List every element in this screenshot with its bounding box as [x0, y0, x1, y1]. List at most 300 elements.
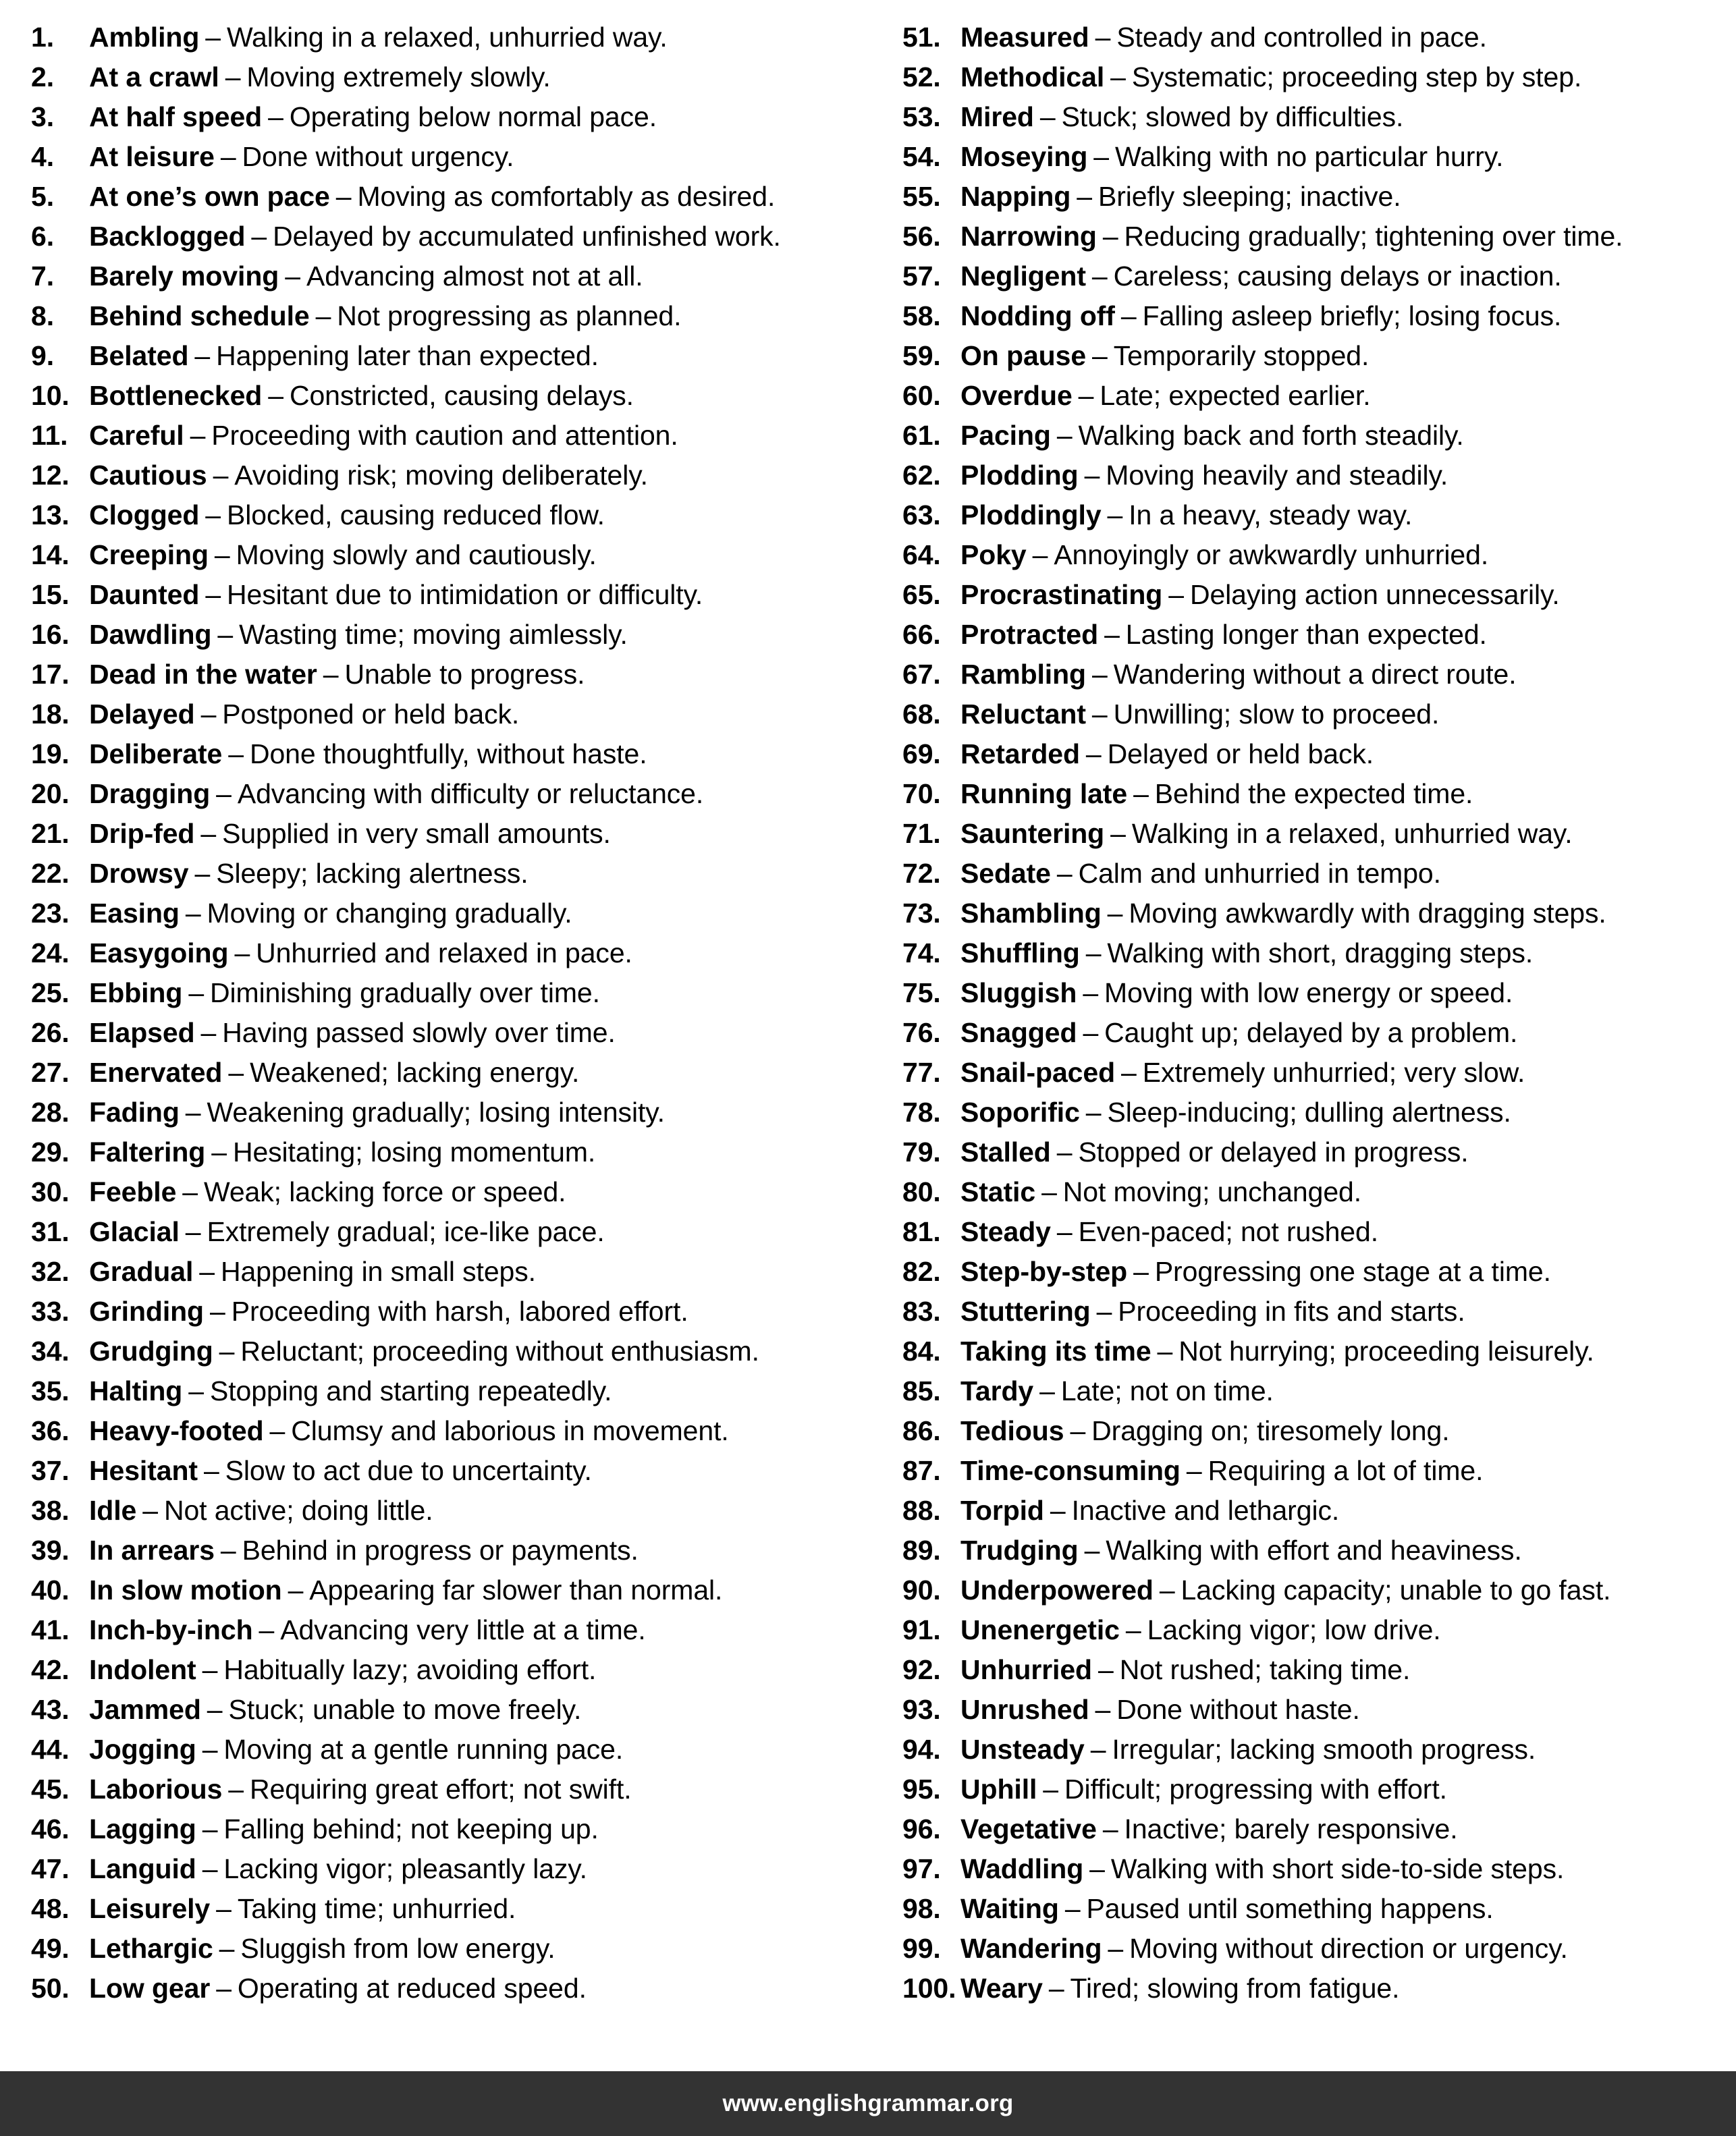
- list-item-number: 73.: [902, 898, 941, 929]
- list-item-term: Gradual: [89, 1256, 194, 1287]
- list-item-number: 46.: [31, 1813, 70, 1844]
- list-item-number: 81.: [902, 1216, 941, 1247]
- list-item-number: 51.: [902, 22, 941, 53]
- list-item: [902, 1451, 1712, 1491]
- list-item-definition: Diminishing gradually over time.: [210, 977, 600, 1008]
- site-url-label: www.englishgrammar.org: [722, 2090, 1014, 2116]
- list-item: [31, 1730, 888, 1770]
- term-definition-separator: –: [1048, 1973, 1064, 2004]
- term-definition-separator: –: [1032, 539, 1048, 570]
- term-definition-separator: –: [219, 1336, 235, 1367]
- term-definition-separator: –: [1104, 619, 1120, 650]
- list-item-number: 9.: [31, 340, 54, 371]
- list-item-term: Sauntering: [960, 818, 1105, 849]
- list-item-definition: Late; expected earlier.: [1100, 380, 1371, 411]
- list-item: [31, 1690, 888, 1730]
- list-item: [902, 933, 1712, 973]
- list-item: [902, 575, 1712, 615]
- list-item-definition: Habitually lazy; avoiding effort.: [223, 1654, 597, 1685]
- list-item: [902, 296, 1712, 336]
- list-item: [31, 1172, 888, 1212]
- list-item: [902, 1292, 1712, 1332]
- list-item-definition: Dragging on; tiresomely long.: [1091, 1415, 1450, 1446]
- list-item: [31, 973, 888, 1013]
- list-item-number: 6.: [31, 221, 54, 252]
- list-item-number: 67.: [902, 659, 941, 690]
- list-item-definition: Walking back and forth steadily.: [1078, 420, 1464, 451]
- term-definition-separator: –: [225, 61, 241, 92]
- list-item-number: 12.: [31, 460, 70, 491]
- list-item-term: Snagged: [960, 1017, 1077, 1048]
- list-item: [902, 1849, 1712, 1889]
- list-item-definition: Tired; slowing from fatigue.: [1070, 1973, 1400, 2004]
- term-definition-separator: –: [205, 499, 221, 530]
- list-item-number: 82.: [902, 1256, 941, 1287]
- list-item-term: Low gear: [89, 1973, 211, 2004]
- term-definition-separator: –: [1095, 22, 1111, 53]
- list-item-definition: Weak; lacking force or speed.: [204, 1176, 566, 1207]
- list-item-number: 95.: [902, 1774, 941, 1805]
- list-item: [902, 57, 1712, 97]
- list-item-number: 45.: [31, 1774, 70, 1805]
- list-item-definition: Sleepy; lacking alertness.: [216, 858, 528, 889]
- list-item-term: Mired: [960, 101, 1034, 132]
- list-item-number: 53.: [902, 101, 941, 132]
- list-item-number: 86.: [902, 1415, 941, 1446]
- term-definition-separator: –: [194, 340, 211, 371]
- term-definition-separator: –: [1098, 1654, 1114, 1685]
- list-item: [902, 1212, 1712, 1252]
- list-item: [902, 18, 1712, 57]
- term-definition-separator: –: [202, 1813, 218, 1844]
- list-item: [902, 774, 1712, 814]
- list-item: [31, 57, 888, 97]
- term-definition-separator: –: [228, 1057, 244, 1088]
- list-item: [902, 1969, 1712, 2008]
- list-item-term: Ambling: [89, 22, 200, 53]
- term-definition-separator: –: [1107, 898, 1123, 929]
- list-item-definition: Walking in a relaxed, unhurried way.: [226, 22, 668, 53]
- list-item-number: 92.: [902, 1654, 941, 1685]
- term-definition-separator: –: [214, 539, 230, 570]
- list-item-number: 7.: [31, 261, 54, 292]
- list-item: [31, 336, 888, 376]
- term-definition-separator: –: [269, 1415, 286, 1446]
- list-item-term: Cautious: [89, 460, 207, 491]
- list-item-definition: Supplied in very small amounts.: [222, 818, 611, 849]
- list-item: [902, 256, 1712, 296]
- term-definition-separator: –: [288, 1574, 304, 1606]
- list-item: [31, 1332, 888, 1371]
- list-item: [31, 256, 888, 296]
- list-item-term: Faltering: [89, 1137, 206, 1168]
- list-item: [902, 1053, 1712, 1093]
- list-item-number: 91.: [902, 1614, 941, 1645]
- term-definition-separator: –: [259, 1614, 275, 1645]
- list-item-term: Grinding: [89, 1296, 205, 1327]
- list-item-definition: Proceeding with caution and attention.: [211, 420, 678, 451]
- list-item-definition: Sluggish from low energy.: [240, 1933, 555, 1964]
- list-item: [31, 416, 888, 456]
- list-item-number: 85.: [902, 1375, 941, 1406]
- list-item: [31, 575, 888, 615]
- term-definition-separator: –: [1110, 818, 1126, 849]
- word-list-left: [31, 18, 888, 2008]
- term-definition-separator: –: [205, 22, 221, 53]
- term-definition-separator: –: [1056, 1137, 1073, 1168]
- list-item-number: 1.: [31, 22, 54, 53]
- list-item: [31, 18, 888, 57]
- list-item-number: 27.: [31, 1057, 70, 1088]
- term-definition-separator: –: [1107, 499, 1123, 530]
- list-item-number: 35.: [31, 1375, 70, 1406]
- term-definition-separator: –: [200, 699, 217, 730]
- list-item-definition: Unwilling; slow to proceed.: [1113, 699, 1440, 730]
- list-item-definition: Caught up; delayed by a problem.: [1104, 1017, 1518, 1048]
- list-item-definition: Late; not on time.: [1060, 1375, 1274, 1406]
- term-definition-separator: –: [188, 977, 205, 1008]
- list-item: [902, 1332, 1712, 1371]
- term-definition-separator: –: [216, 778, 232, 809]
- term-definition-separator: –: [142, 1495, 158, 1526]
- list-item-number: 10.: [31, 380, 70, 411]
- list-item-definition: Requiring a lot of time.: [1208, 1455, 1484, 1486]
- list-item: [902, 336, 1712, 376]
- term-definition-separator: –: [228, 738, 244, 769]
- list-item-number: 74.: [902, 937, 941, 968]
- list-item-number: 3.: [31, 101, 54, 132]
- list-item-number: 66.: [902, 619, 941, 650]
- list-item-definition: Slow to act due to uncertainty.: [225, 1455, 592, 1486]
- list-item-number: 96.: [902, 1813, 941, 1844]
- list-item: [902, 416, 1712, 456]
- term-definition-separator: –: [1078, 380, 1094, 411]
- list-item-definition: Blocked, causing reduced flow.: [226, 499, 605, 530]
- list-item-number: 97.: [902, 1853, 941, 1884]
- list-item-definition: Sleep-inducing; dulling alertness.: [1107, 1097, 1511, 1128]
- term-definition-separator: –: [182, 1176, 198, 1207]
- list-item-number: 24.: [31, 937, 70, 968]
- list-item-number: 20.: [31, 778, 70, 809]
- list-item-term: Enervated: [89, 1057, 223, 1088]
- list-item-number: 33.: [31, 1296, 70, 1327]
- list-item-number: 94.: [902, 1734, 941, 1765]
- list-item: [902, 456, 1712, 495]
- list-item-term: Jogging: [89, 1734, 196, 1765]
- term-definition-separator: –: [1120, 300, 1137, 331]
- term-definition-separator: –: [1096, 1296, 1112, 1327]
- term-definition-separator: –: [315, 300, 331, 331]
- list-item-term: Plodding: [960, 460, 1079, 491]
- list-item-term: Protracted: [960, 619, 1099, 650]
- list-item: [31, 1292, 888, 1332]
- list-item-term: Vegetative: [960, 1813, 1097, 1844]
- list-item-number: 79.: [902, 1137, 941, 1168]
- word-list-column-left: [20, 18, 888, 2071]
- list-item-number: 48.: [31, 1893, 70, 1924]
- list-item-term: Daunted: [89, 579, 200, 610]
- term-definition-separator: –: [1121, 1057, 1137, 1088]
- list-item-definition: Unable to progress.: [344, 659, 585, 690]
- term-definition-separator: –: [1041, 1176, 1057, 1207]
- list-item-number: 30.: [31, 1176, 70, 1207]
- list-item-definition: Behind the expected time.: [1154, 778, 1473, 809]
- list-item-number: 41.: [31, 1614, 70, 1645]
- list-item-number: 25.: [31, 977, 70, 1008]
- list-item-number: 29.: [31, 1137, 70, 1168]
- list-item-definition: Moving or changing gradually.: [207, 898, 572, 929]
- term-definition-separator: –: [1056, 858, 1073, 889]
- term-definition-separator: –: [205, 579, 221, 610]
- list-item-term: Static: [960, 1176, 1036, 1207]
- term-definition-separator: –: [1089, 1853, 1105, 1884]
- list-item-number: 8.: [31, 300, 54, 331]
- term-definition-separator: –: [1039, 101, 1056, 132]
- list-item: [902, 376, 1712, 416]
- list-item-number: 62.: [902, 460, 941, 491]
- list-item: [31, 495, 888, 535]
- list-item: [31, 376, 888, 416]
- term-definition-separator: –: [1091, 699, 1108, 730]
- list-item-term: Behind schedule: [89, 300, 310, 331]
- list-item-term: Idle: [89, 1495, 137, 1526]
- list-item: [31, 456, 888, 495]
- list-item-definition: Stopped or delayed in progress.: [1078, 1137, 1469, 1168]
- list-item: [31, 1809, 888, 1849]
- list-item: [31, 1252, 888, 1292]
- term-definition-separator: –: [1157, 1336, 1173, 1367]
- list-item-number: 76.: [902, 1017, 941, 1048]
- list-item-term: Sluggish: [960, 977, 1077, 1008]
- term-definition-separator: –: [1186, 1455, 1202, 1486]
- list-item-term: Unenergetic: [960, 1614, 1120, 1645]
- list-item-term: Hesitant: [89, 1455, 198, 1486]
- list-item-definition: Advancing with difficulty or reluctance.: [237, 778, 704, 809]
- list-item-term: Creeping: [89, 539, 209, 570]
- list-item-term: Soporific: [960, 1097, 1080, 1128]
- list-item: [902, 1690, 1712, 1730]
- term-definition-separator: –: [1125, 1614, 1141, 1645]
- list-item-definition: Done without urgency.: [242, 141, 514, 172]
- list-item-definition: Walking with no particular hurry.: [1115, 141, 1504, 172]
- term-definition-separator: –: [190, 420, 206, 451]
- list-item: [902, 1411, 1712, 1451]
- list-item-number: 21.: [31, 818, 70, 849]
- term-definition-separator: –: [202, 1853, 218, 1884]
- term-definition-separator: –: [1133, 1256, 1149, 1287]
- list-item-definition: Proceeding with harsh, labored effort.: [231, 1296, 688, 1327]
- list-item: [31, 1093, 888, 1132]
- list-item-term: Unsteady: [960, 1734, 1085, 1765]
- list-item-definition: Advancing almost not at all.: [306, 261, 643, 292]
- list-item-term: Shuffling: [960, 937, 1080, 968]
- list-item-number: 88.: [902, 1495, 941, 1526]
- list-item-definition: Advancing very little at a time.: [280, 1614, 646, 1645]
- list-item-number: 52.: [902, 61, 941, 92]
- list-item-term: Pacing: [960, 420, 1051, 451]
- list-item-definition: Stopping and starting repeatedly.: [209, 1375, 612, 1406]
- term-definition-separator: –: [1168, 579, 1184, 610]
- list-item-term: Barely moving: [89, 261, 279, 292]
- list-item-definition: Reluctant; proceeding without enthusiasm.: [240, 1336, 759, 1367]
- list-item-definition: Irregular; lacking smooth progress.: [1112, 1734, 1536, 1765]
- list-item-number: 43.: [31, 1694, 70, 1725]
- list-item-term: Elapsed: [89, 1017, 195, 1048]
- list-item-definition: Systematic; proceeding step by step.: [1131, 61, 1582, 92]
- list-item-term: Trudging: [960, 1535, 1079, 1566]
- list-item-definition: Moving as comfortably as desired.: [357, 181, 776, 212]
- list-item: [902, 1809, 1712, 1849]
- list-item: [902, 655, 1712, 694]
- list-item: [902, 973, 1712, 1013]
- list-item-definition: Extremely unhurried; very slow.: [1142, 1057, 1525, 1088]
- term-definition-separator: –: [234, 937, 250, 968]
- list-item-definition: Stuck; unable to move freely.: [228, 1694, 582, 1725]
- list-item-definition: Constricted, causing delays.: [289, 380, 634, 411]
- list-item-number: 58.: [902, 300, 941, 331]
- list-item-term: Dawdling: [89, 619, 212, 650]
- list-item: [31, 933, 888, 973]
- list-item-term: Lethargic: [89, 1933, 213, 1964]
- list-item-definition: Weakening gradually; losing intensity.: [207, 1097, 665, 1128]
- list-item-definition: Appearing far slower than normal.: [309, 1574, 723, 1606]
- term-definition-separator: –: [1085, 1097, 1102, 1128]
- list-item-number: 77.: [902, 1057, 941, 1088]
- list-item: [31, 177, 888, 217]
- list-item: [902, 535, 1712, 575]
- term-definition-separator: –: [1083, 977, 1099, 1008]
- list-item-term: Shambling: [960, 898, 1102, 929]
- list-item: [31, 1770, 888, 1809]
- list-item-term: Heavy-footed: [89, 1415, 264, 1446]
- list-item: [902, 1013, 1712, 1053]
- list-item-definition: Briefly sleeping; inactive.: [1097, 181, 1401, 212]
- list-item-definition: Lacking vigor; low drive.: [1147, 1614, 1441, 1645]
- list-item-term: Sedate: [960, 858, 1051, 889]
- term-definition-separator: –: [194, 858, 211, 889]
- list-item-definition: Moving with low energy or speed.: [1104, 977, 1513, 1008]
- list-item: [902, 1730, 1712, 1770]
- list-item-definition: Inactive; barely responsive.: [1124, 1813, 1458, 1844]
- list-item-number: 15.: [31, 579, 70, 610]
- list-item-number: 42.: [31, 1654, 70, 1685]
- list-item-number: 49.: [31, 1933, 70, 1964]
- term-definition-separator: –: [188, 1375, 204, 1406]
- list-item-number: 87.: [902, 1455, 941, 1486]
- list-item-term: Halting: [89, 1375, 183, 1406]
- list-item-term: At half speed: [89, 101, 263, 132]
- term-definition-separator: –: [1056, 420, 1073, 451]
- list-item-term: Running late: [960, 778, 1128, 809]
- list-item-number: 63.: [902, 499, 941, 530]
- list-item-definition: Avoiding risk; moving deliberately.: [234, 460, 648, 491]
- list-item-definition: Not moving; unchanged.: [1062, 1176, 1362, 1207]
- list-item-number: 17.: [31, 659, 70, 690]
- list-item-term: Laborious: [89, 1774, 223, 1805]
- list-item-term: Fading: [89, 1097, 180, 1128]
- list-item: [31, 97, 888, 137]
- list-item-term: Snail-paced: [960, 1057, 1116, 1088]
- list-item-definition: Walking with short side-to-side steps.: [1110, 1853, 1565, 1884]
- term-definition-separator: –: [200, 1017, 217, 1048]
- list-item-definition: Falling asleep briefly; losing focus.: [1142, 300, 1562, 331]
- list-item-term: Step-by-step: [960, 1256, 1128, 1287]
- list-item: [31, 1451, 888, 1491]
- site-footer-bar: [0, 2071, 1736, 2136]
- list-item-term: Easing: [89, 898, 180, 929]
- list-item-definition: Even-paced; not rushed.: [1078, 1216, 1378, 1247]
- term-definition-separator: –: [185, 1097, 201, 1128]
- list-item-term: Inch-by-inch: [89, 1614, 253, 1645]
- list-item-number: 32.: [31, 1256, 70, 1287]
- list-item: [902, 1252, 1712, 1292]
- list-item-number: 61.: [902, 420, 941, 451]
- term-definition-separator: –: [1056, 1216, 1073, 1247]
- list-item-definition: Unhurried and relaxed in pace.: [256, 937, 632, 968]
- list-item: [31, 1212, 888, 1252]
- list-item-number: 89.: [902, 1535, 941, 1566]
- term-definition-separator: –: [1050, 1495, 1066, 1526]
- term-definition-separator: –: [285, 261, 300, 292]
- list-item: [902, 1371, 1712, 1411]
- list-item-term: Ploddingly: [960, 499, 1102, 530]
- term-definition-separator: –: [202, 1734, 218, 1765]
- list-item: [31, 774, 888, 814]
- list-item-definition: Proceeding in fits and starts.: [1118, 1296, 1465, 1327]
- list-item-term: Drip-fed: [89, 818, 195, 849]
- term-definition-separator: –: [323, 659, 339, 690]
- term-definition-separator: –: [1084, 1535, 1100, 1566]
- term-definition-separator: –: [1102, 221, 1118, 252]
- list-item-definition: Done thoughtfully, without haste.: [249, 738, 647, 769]
- list-item-definition: Reducing gradually; tightening over time.: [1124, 221, 1623, 252]
- list-item-term: Rambling: [960, 659, 1086, 690]
- list-item-number: 28.: [31, 1097, 70, 1128]
- term-definition-separator: –: [220, 141, 236, 172]
- list-item: [31, 854, 888, 894]
- list-item-number: 99.: [902, 1933, 941, 1964]
- list-item-term: Tedious: [960, 1415, 1064, 1446]
- list-item-term: Grudging: [89, 1336, 213, 1367]
- list-item-term: Clogged: [89, 499, 200, 530]
- list-item-definition: Not hurrying; proceeding leisurely.: [1178, 1336, 1594, 1367]
- term-definition-separator: –: [1102, 1813, 1118, 1844]
- list-item-term: Lagging: [89, 1813, 196, 1844]
- list-item-definition: Postponed or held back.: [222, 699, 520, 730]
- list-item-term: Overdue: [960, 380, 1073, 411]
- list-item-definition: Operating below normal pace.: [289, 101, 657, 132]
- list-item-definition: Walking with effort and heaviness.: [1106, 1535, 1522, 1566]
- list-item-term: Easygoing: [89, 937, 229, 968]
- list-item-term: Stuttering: [960, 1296, 1091, 1327]
- list-item: [902, 734, 1712, 774]
- word-list-column-right: [888, 18, 1712, 2071]
- term-definition-separator: –: [216, 1893, 232, 1924]
- list-item-definition: Calm and unhurried in tempo.: [1078, 858, 1441, 889]
- list-item-term: Procrastinating: [960, 579, 1163, 610]
- list-item-number: 84.: [902, 1336, 941, 1367]
- list-item-definition: Behind in progress or payments.: [242, 1535, 639, 1566]
- list-item-term: Uphill: [960, 1774, 1037, 1805]
- list-item-term: Retarded: [960, 738, 1080, 769]
- list-item-definition: Moving extremely slowly.: [246, 61, 551, 92]
- list-item-term: Waiting: [960, 1893, 1059, 1924]
- term-definition-separator: –: [1039, 1375, 1055, 1406]
- list-item: [902, 1531, 1712, 1570]
- list-item-definition: Weakened; lacking energy.: [250, 1057, 580, 1088]
- list-item: [31, 655, 888, 694]
- term-definition-separator: –: [1090, 1734, 1106, 1765]
